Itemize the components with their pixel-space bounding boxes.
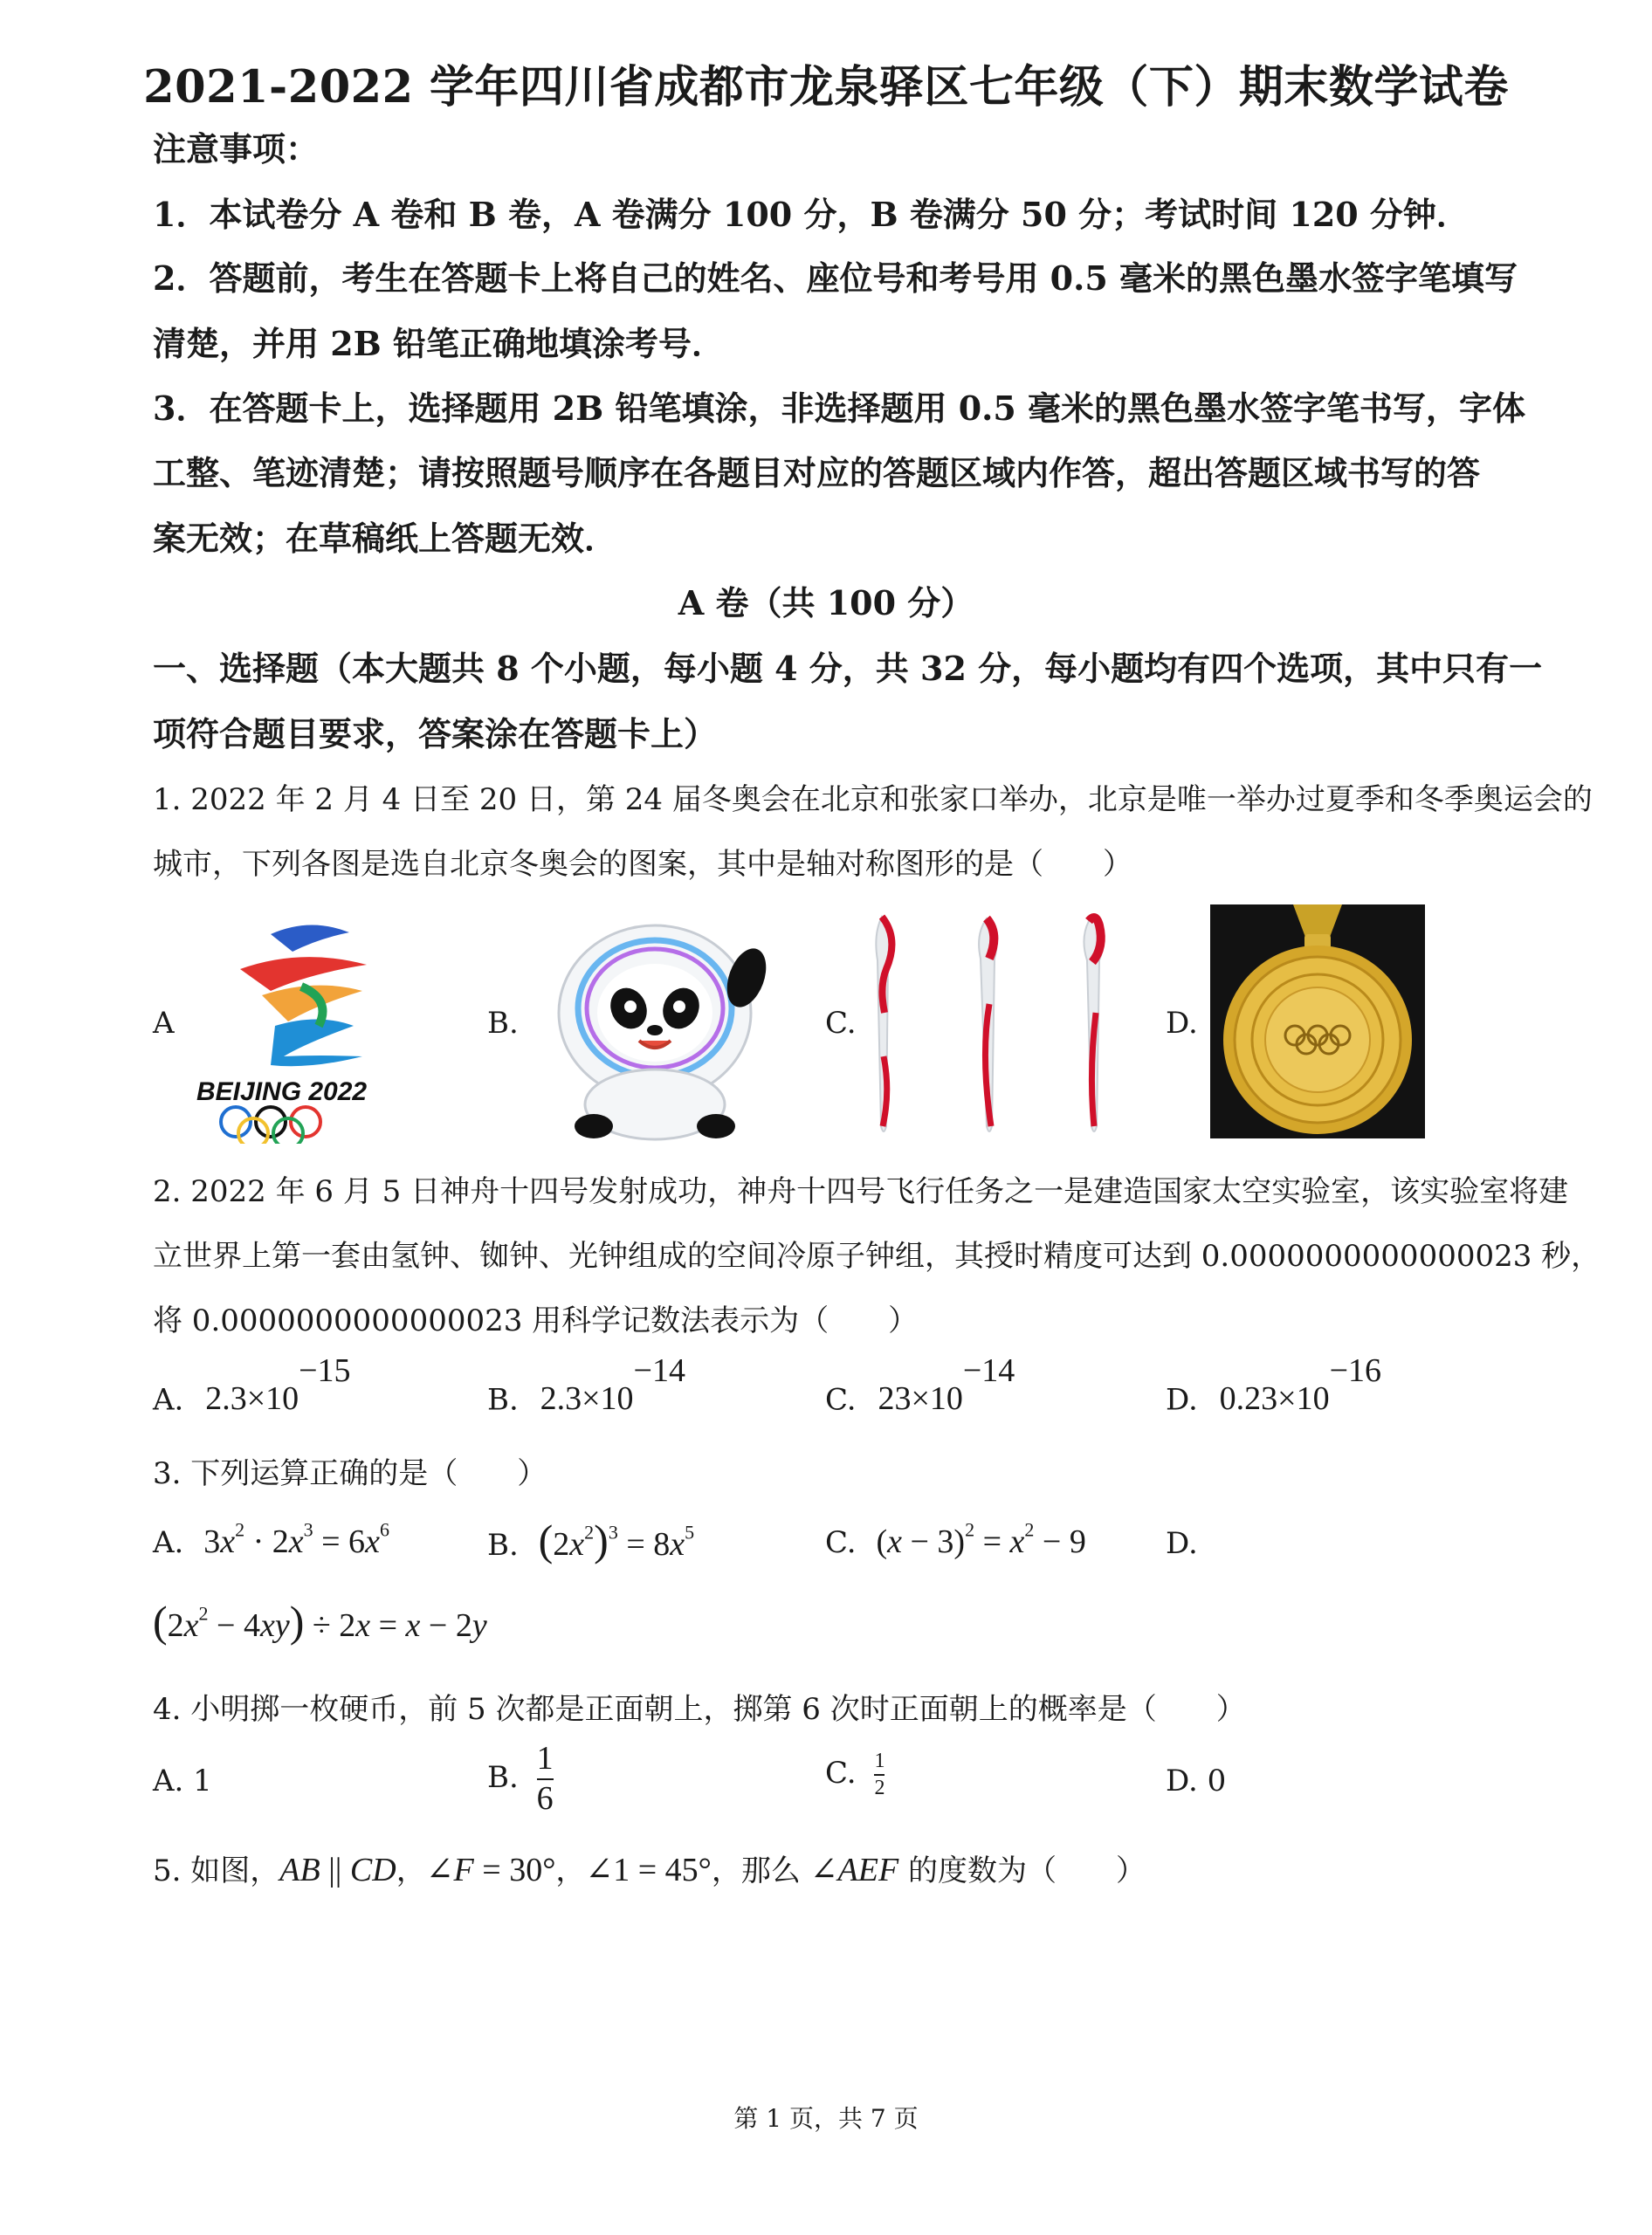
notice-item-3-line-2: 工整、笔迹清楚；请按照题号顺序在各题目对应的答题区域内作答，超出答题区域书写的答 [153,453,1481,492]
notice-item-3-line-3: 案无效；在草稿纸上答题无效． [153,519,618,558]
q4-stem: 4. 小明掷一枚硬币，前 5 次都是正面朝上，掷第 6 次时正面朝上的概率是（ ） [153,1692,1246,1727]
beijing-2022-emblem [188,899,406,1144]
notice-item-2-line-1: 2．答题前，考生在答题卡上将自己的姓名、座位号和考号用 0.5 毫米的黑色墨水签字笔填写 [153,258,1518,298]
q1-option-d-label: D. [1166,1006,1198,1041]
notice-item-2-line-2: 清楚，并用 2B 铅笔正确地填涂考号． [153,324,726,363]
section-a-heading: A 卷（共 100 分） [678,583,974,622]
q1-option-a-label: A [153,1006,175,1041]
q3-option-d-expression: $(2x^2 - 4xy) \div 2x = x - 2y$ [153,1597,487,1646]
q4-option-b: B. $\frac{1}{6}$ [487,1740,554,1817]
q2-option-a: A. $2.3\times 10^{-15}$ [153,1352,351,1418]
olympic-torches [860,908,1139,1144]
q4-option-d: D. 0 [1166,1764,1227,1798]
q4-option-c: C. $\frac{1}{2}$ [825,1750,885,1800]
notice-heading: 注意事项： [153,129,320,168]
exam-title: 2021-2022 学年四川省成都市龙泉驿区七年级（下）期末数学试卷 [143,61,1509,113]
q2-line-3: 将 0.0000000000000023 用科学记数法表示为（ ） [153,1303,919,1338]
fraction-one-half: $\frac{1}{2}$ [874,1750,885,1800]
q4-option-a: A. 1 [153,1764,212,1798]
q1-option-c-label: C. [825,1006,857,1041]
q3-option-a: A. $3x^2 \cdot 2x^3 = 6x^6$ [153,1518,389,1560]
part1-heading-line-1: 一、选择题（本大题共 8 个小题，每小题 4 分，共 32 分，每小题均有四个选项，其中只有一 [153,649,1543,688]
q3-stem: 3. 下列运算正确的是（ ） [153,1456,547,1491]
torch-1-icon [876,917,891,1131]
page-footer: 第 1 页，共 7 页 [733,2104,919,2133]
q2-option-d: D. $0.23\times 10^{-16}$ [1166,1352,1382,1418]
q3-option-b: B. $(2x^2)^3 = 8x^5$ [487,1516,695,1564]
bing-dwen-dwen-mascot [541,908,786,1144]
q2-line-2: 立世界上第一套由氢钟、铷钟、光钟组成的空间冷原子钟组，其授时精度可达到 0.0000000000000023 秒， [153,1239,1601,1274]
gold-medal-image [1210,904,1425,1138]
q3-option-d-label: D. [1166,1526,1198,1561]
q2-line-1: 2. 2022 年 6 月 5 日神舟十四号发射成功，神舟十四号飞行任务之一是建造国家太空实验室，该实验室将建 [153,1174,1569,1209]
q1-option-b-label: B. [487,1006,519,1041]
q1-line-1: 1. 2022 年 2 月 4 日至 20 日，第 24 届冬奥会在北京和张家口举办，北京是唯一举办过夏季和冬季奥运会的 [153,782,1593,817]
fraction-one-sixth: $\frac{1}{6}$ [536,1740,554,1817]
q2-option-c: C. $23\times 10^{-14}$ [825,1352,1015,1418]
q2-option-b: B. $2.3\times 10^{-14}$ [487,1352,685,1418]
part1-heading-line-2: 项符合题目要求，答案涂在答题卡上） [153,714,718,753]
torch-3-icon [1084,918,1104,1131]
torch-2-icon [979,918,996,1131]
q1-line-2: 城市，下列各图是选自北京冬奥会的图案，其中是轴对称图形的是（ ） [153,847,1132,882]
notice-item-1: 1．本试卷分 A 卷和 B 卷，A 卷满分 100 分，B 卷满分 50 分；考试时间 120 分钟． [153,195,1470,234]
notice-item-3-line-1: 3．在答题卡上，选择题用 2B 铅笔填涂，非选择题用 0.5 毫米的黑色墨水签字笔书写，字体 [153,389,1526,428]
q3-option-c: C. $(x - 3)^2 = x^2 - 9$ [825,1518,1086,1560]
emblem-text: BEIJING 2022 [196,1077,368,1106]
q5-stem: 5. 如图，AB || CD，∠F = 30°，∠1 = 45°，那么 ∠AEF 的度数为（ ） [153,1852,1146,1888]
